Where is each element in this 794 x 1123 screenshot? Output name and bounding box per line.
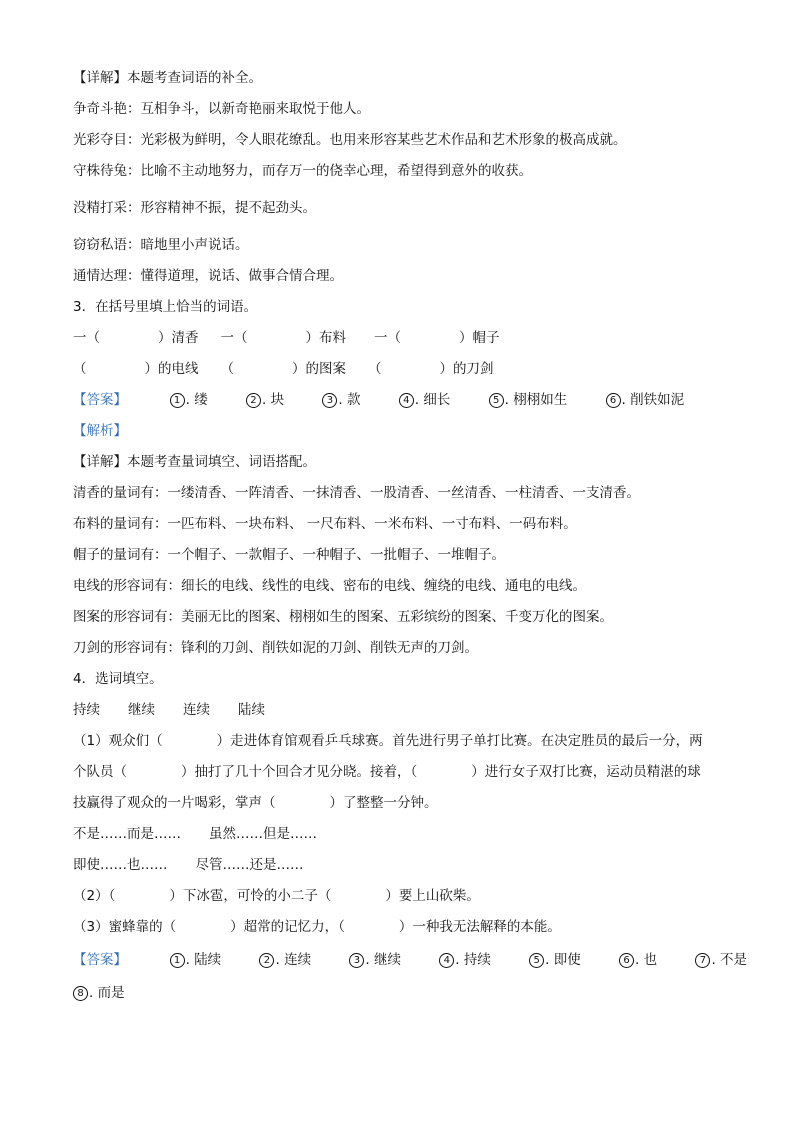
answer-item: 8 . 而是 <box>73 983 125 1003</box>
q3-note: 布料的量词有：一匹布料、一块布料、 一尺布料、一米布料、一寸布料、一码布料。 <box>73 516 577 532</box>
detail-heading <box>73 68 734 88</box>
answer-label: 【答案】 <box>73 392 127 408</box>
answer-item: 2 . 块 <box>246 390 284 410</box>
idiom-explanation: 守株待兔：比喻不主动地努力，而存万一的侥幸心理，希望得到意外的收获。 <box>73 163 532 179</box>
answer-item: 5 . 即使 <box>529 950 581 970</box>
answer-item: 4 . 细长 <box>399 390 451 410</box>
analysis-label: 【解析】 <box>73 423 127 439</box>
q3-note: 清香的量词有：一缕清香、一阵清香、一抹清香、一股清香、一丝清香、一柱清香、一支清香。 <box>73 485 640 501</box>
detail-text: 本题考查词语的补全。 <box>127 70 262 86</box>
q4-answer-row-cont <box>73 983 734 1003</box>
answer-item: 3 . 款 <box>322 390 360 410</box>
q4-paragraph-3: （3）蜜蜂靠的（ ）超常的记忆力，（ ）一种我无法解释的本能。 <box>73 919 561 935</box>
q4-paragraph-1: 个队员（ ）抽打了几十个回合才见分晓。接着，（ ）进行女子双打比赛，运动员精湛的球 <box>73 764 701 780</box>
q3-fill-row-1: 一（ ）清香 一（ ）布料 一（ ）帽子 <box>73 330 500 346</box>
question-3-title: 3．在括号里填上恰当的词语。 <box>73 299 258 315</box>
idiom-explanation: 光彩夺目：光彩极为鲜明，令人眼花缭乱。也用来形容某些艺术作品和艺术形象的极高成就。 <box>73 132 627 148</box>
answer-item: 1 . 缕 <box>170 390 208 410</box>
q3-note: 帽子的量词有：一个帽子、一款帽子、一种帽子、一批帽子、一堆帽子。 <box>73 547 505 563</box>
idiom-explanation: 通情达理：懂得道理，说话、做事合情合理。 <box>73 268 343 284</box>
answer-item: 5 . 栩栩如生 <box>489 390 568 410</box>
q4-paragraph-2: （2）（ ）下冰雹，可怜的小二子（ ）要上山砍柴。 <box>73 888 480 904</box>
answer-item: 4 . 持续 <box>439 950 491 970</box>
q4-word-options: 持续 继续 连续 陆续 <box>73 702 265 718</box>
q4-answer-row <box>73 950 748 970</box>
q3-detail: 【详解】本题考查量词填空、词语搭配。 <box>73 454 316 470</box>
detail-label: 【详解】 <box>73 70 127 86</box>
answer-item: 6 . 削铁如泥 <box>606 390 685 410</box>
q4-conjunction-pairs: 不是……而是…… 虽然……但是…… <box>73 826 317 842</box>
answer-item: 7 . 不是 <box>695 950 747 970</box>
answer-label: 【答案】 <box>73 952 127 968</box>
q3-answer-row <box>73 390 734 410</box>
answer-item: 1 . 陆续 <box>170 950 222 970</box>
q3-note: 刀剑的形容词有：锋利的刀剑、削铁如泥的刀剑、削铁无声的刀剑。 <box>73 640 478 656</box>
answer-item: 3 . 继续 <box>349 950 401 970</box>
q3-fill-row-2: （ ）的电线 （ ）的图案 （ ）的刀剑 <box>73 361 494 377</box>
question-4-title: 4．选词填空。 <box>73 671 163 687</box>
q4-paragraph-1: 技赢得了观众的一片喝彩，掌声（ ）了整整一分钟。 <box>73 795 438 811</box>
answer-item: 6 . 也 <box>619 950 657 970</box>
idiom-explanation: 没精打采：形容精神不振，提不起劲头。 <box>73 200 316 216</box>
q3-note: 图案的形容词有：美丽无比的图案、栩栩如生的图案、五彩缤纷的图案、千变万化的图案。 <box>73 609 613 625</box>
idiom-explanation: 争奇斗艳：互相争斗，以新奇艳丽来取悦于他人。 <box>73 101 370 117</box>
q4-paragraph-1: （1）观众们（ ）走进体育馆观看乒乓球赛。首先进行男子单打比赛。在决定胜员的最后一分，两 <box>73 733 703 749</box>
answer-item: 2 . 连续 <box>259 950 311 970</box>
q3-note: 电线的形容词有：细长的电线、线性的电线、密布的电线、缠绕的电线、通电的电线。 <box>73 578 586 594</box>
q4-conjunction-pairs: 即使……也…… 尽管……还是…… <box>73 857 304 873</box>
idiom-explanation: 窃窃私语：暗地里小声说话。 <box>73 237 249 253</box>
